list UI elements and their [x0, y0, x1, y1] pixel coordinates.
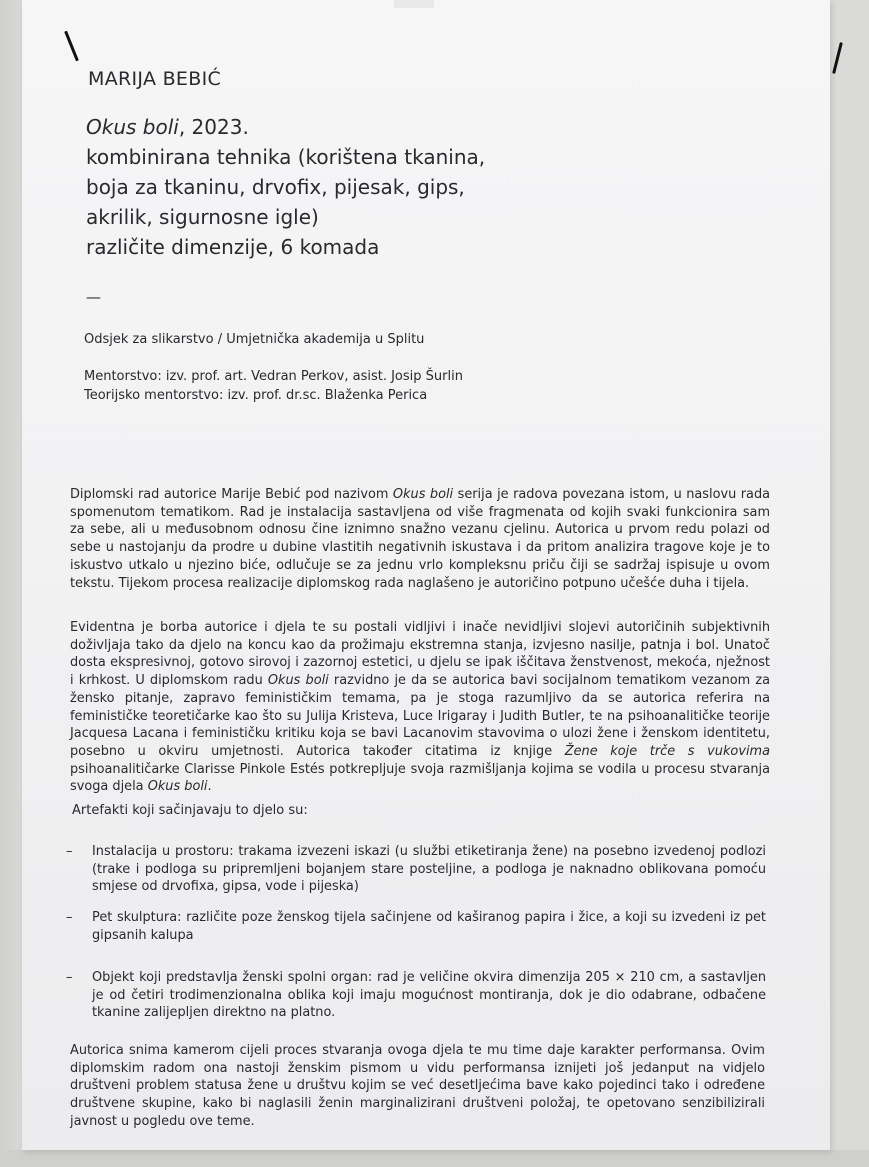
work-technique-line-1: kombinirana tehnika (korištena tkanina, — [86, 145, 486, 169]
work-title-line — [86, 112, 485, 142]
work-year: , 2023. — [178, 115, 249, 139]
p2-work-title-2: Okus boli — [147, 779, 208, 795]
list-item-text: Pet skulptura: različite poze ženskog tijela sačinjene od kaširanog papira i žice, a koji su izvedeni iz pet gipsanih kalupa — [92, 910, 766, 943]
p2-text-c: razvidno je da se autorica bavi socijalnom tematikom vezanom za žensko pitanje, zapravo feminističkim temama, pa je stoga razumljivo da se autorica referira na feminističke teoretičarke kao što su Julija Kristeva, Luce Irigaray i Judith Butler, te na psihoanalitičke teorije Jacquesa Lacana i feminističku kritiku koja se bavi Lacanovim stavovima o ulozi žene i ženskom identitetu, posebno u okviru umjetnosti. Autorica također citatima iz knjige — [70, 673, 770, 759]
work-technique-line-2: boja za tkaninu, drvofix, pijesak, gips, — [86, 175, 465, 199]
p2-text-e: psihoanalitičarke Clarisse Pinkole Estés potkrepljuje svoja razmišljanja kojima se vodila u procesu stvaranja svoga djela — [70, 761, 770, 795]
tape — [394, 0, 434, 8]
paragraph-intro — [70, 486, 770, 592]
pin-right-icon — [832, 42, 843, 74]
p2-text-a: Evidentna je borba autorice i djela te su postali vidljivi i inače nevidljivi slojevi autoričinih subjektivnih doživljaja tako da djelo na koncu kao da prožimaju ekstremna stanja, izvjesno nasilje, patnja i bol. Unatoč dosta ekspresivnoj, gotovo sirovoj i zazornoj estetici, u djelu se ipak iščitava ženstvenost, mekoća, nježnost i krhkost. U diplomskom radu — [70, 620, 770, 689]
list-marker: – — [66, 844, 73, 859]
mentorship: Mentorstvo: izv. prof. art. Vedran Perkov, asist. Josip Šurlin — [84, 369, 463, 384]
paragraph-analysis — [70, 619, 770, 796]
work-info — [86, 112, 485, 262]
pin-left-icon — [64, 31, 79, 62]
p2-work-title: Okus boli — [267, 673, 329, 689]
p1-text-c: serija je radova povezana istom, u naslovu rada spomenutom tematikom. Rad je instalacija sastavljena od više fragmenata od kojih svaki funkcionira sam za sebe, ali u međusobnom odnosu čine iznimno snažno vezanu cjelinu. Autorica u prvom redu polazi od sebe u nastojanju da prodre u dubine vlastitih negativnih iskustava i da pritom analizira tragove koje je to iskustvo utkalo u njezino biće, odlučuje se za jednu vrlo kompleksnu priču čiji se sadržaj ispisuje u ovom tekstu. Tijekom procesa realizacije diplomskog rada naglašeno je autoričino potpuno učešće duha i tijela. — [70, 487, 771, 591]
paragraph-performance: Autorica snima kamerom cijeli proces stvaranja ovoga djela te mu time daje karakter performansa. Ovim diplomskim radom ona nastoji ženskim pismom u vidu performansa iznijeti još jedanput na vidjelo društveni problem statusa žene u društvu kojim se već desetljećima bave kako pojedinci tako i određene društvene skupine, kako bi naglasili ženin marginalizirani društveni položaj, te opetovano senzibilizirali javnost u pogledu ove teme. — [70, 1043, 765, 1129]
list-item-text: Instalacija u prostoru: trakama izvezeni iskazi (u službi etiketiranja žene) na posebno izvedenoj podlozi (trake i podloga su pripremljeni bojanjem stare posteljine, a podloga je naknadno oblikovana pomoću smjese od drvofixa, gipsa, vode i pijeska) — [92, 844, 766, 895]
separator: — — [86, 288, 101, 306]
p1-text-a: Diplomski rad autorice Marije Bebić pod nazivom — [70, 487, 393, 502]
work-dimensions-line: različite dimenzije, 6 komada — [86, 235, 380, 259]
artist-name: MARIJA BEBIĆ — [88, 68, 222, 90]
work-technique-line-3: akrilik, sigurnosne igle) — [86, 205, 319, 229]
list-item — [66, 969, 766, 1022]
list-marker: – — [66, 910, 73, 925]
list-item — [66, 909, 766, 944]
list-marker: – — [66, 970, 73, 985]
wall-background — [0, 0, 22, 1167]
p2-book-title: Žene koje trče s vukovima — [564, 743, 770, 759]
theory-mentorship: Teorijsko mentorstvo: izv. prof. dr.sc. Blaženka Perica — [84, 388, 428, 403]
p1-work-title: Okus boli — [392, 487, 454, 502]
department: Odsjek za slikarstvo / Umjetnička akademija u Splitu — [84, 332, 425, 347]
wall-bottom-edge — [0, 1150, 869, 1167]
list-item-text: Objekt koji predstavlja ženski spolni organ: rad je veličine okvira dimenzija 205 × 210 cm, a sastavljen je od četiri trodimenzionalna oblika koji imaju mogućnost montiranja, dok je dio odabrane, odbačene tkanine zalijepljen direktno na platno. — [92, 970, 766, 1021]
mentors-block — [84, 367, 463, 405]
work-title: Okus boli — [86, 115, 179, 139]
artefacts-intro: Artefakti koji sačinjavaju to djelo su: — [72, 803, 308, 818]
list-item — [66, 843, 766, 896]
p2-text-g: . — [207, 779, 212, 795]
